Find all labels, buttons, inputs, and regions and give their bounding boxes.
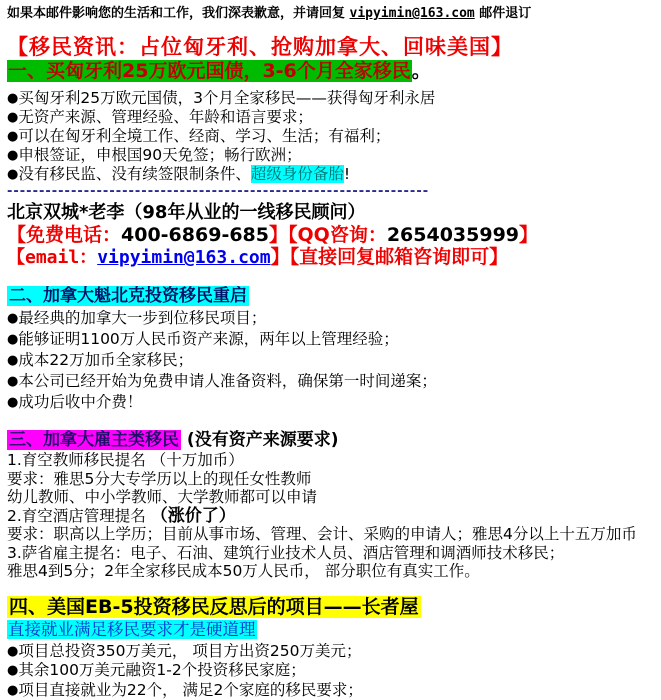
requirement-line: 幼儿教师、中小学教师、大学教师都可以申请 <box>7 488 659 507</box>
bullet-icon: ● <box>7 353 18 368</box>
list-item-text: 无资产来源、管理经验、年龄和语言要求； <box>18 108 313 126</box>
list-item-text: 能够证明1100万人民币资产来源，两年以上管理经验； <box>18 330 398 348</box>
consultant-name: 北京双城*老李（98年从业的一线移民顾问） <box>7 201 659 224</box>
list-item <box>7 127 659 146</box>
phone-number: 400-6869-685 <box>121 224 269 246</box>
reply-instruction: 【直接回复邮箱咨询即可】 <box>290 246 509 268</box>
bullet-icon: ● <box>7 167 18 182</box>
list-item <box>7 165 659 184</box>
email-label: 【email： <box>7 247 97 268</box>
list-item <box>7 371 659 392</box>
section-4-subheading <box>7 620 659 639</box>
list-item-text: 成功后收中介费！ <box>18 393 142 411</box>
list-item <box>7 661 659 681</box>
section-3-heading <box>7 430 659 451</box>
list-item <box>7 350 659 371</box>
section-1-heading-highlight: 一、买匈牙利25万欧元国债，3-6个月全家移民 <box>7 60 412 82</box>
section-1-bullet-list <box>7 89 659 184</box>
list-item-text: 申根签证，申根国90天免签；畅行欧洲； <box>18 146 301 164</box>
unsubscribe-disclaimer <box>7 6 659 22</box>
unsubscribe-email-link[interactable]: vipyimin@163.com <box>350 6 475 21</box>
email-bracket-close: 】 <box>271 246 290 268</box>
spare-identity-highlight: 超级身份备胎 <box>251 165 344 183</box>
list-item-text-post: ! <box>344 165 350 183</box>
list-item <box>7 642 659 662</box>
program-line <box>7 507 659 526</box>
section-4-subheading-highlight: 直接就业满足移民要求才是硬道理 <box>7 620 257 639</box>
bullet-icon: ● <box>7 129 18 144</box>
list-item-text: 成本22万加币全家移民； <box>18 351 193 369</box>
bullet-icon: ● <box>7 683 18 698</box>
section-1-heading <box>7 60 659 82</box>
section-2-bullet-list <box>7 308 659 413</box>
list-item-text: 项目总投资350万美元， 项目方出资250万美元； <box>18 642 361 660</box>
section-1-heading-period: 。 <box>412 60 431 82</box>
bullet-icon: ● <box>7 395 18 410</box>
section-4-heading-highlight: 四、美国EB-5投资移民反思后的项目——长者屋 <box>7 596 421 618</box>
bullet-icon: ● <box>7 110 18 125</box>
phone-qq-line <box>7 224 659 246</box>
bullet-icon: ● <box>7 332 18 347</box>
bullet-icon: ● <box>7 91 18 106</box>
section-2 <box>7 286 659 413</box>
section-2-heading-highlight: 二、加拿大魁北克投资移民重启 <box>7 286 249 306</box>
list-item <box>7 392 659 413</box>
list-item-text: 项目直接就业为22个， 满足2个家庭的移民要求； <box>18 681 363 699</box>
list-item-text: 最经典的加拿大一步到位移民项目； <box>18 309 266 327</box>
program-line: 1.育空教师移民提名 （十万加币） <box>7 451 659 470</box>
section-3-heading-note: (没有资产来源要求) <box>181 430 338 450</box>
disclaimer-text-pre: 如果本邮件影响您的生活和工作，我们深表歉意，并请回复 <box>7 6 350 21</box>
program-line-text: 2.育空酒店管理提名 <box>7 507 151 525</box>
list-item-text-pre: 没有移民监、没有续签限制条件、 <box>18 165 251 183</box>
contact-email-link[interactable]: vipyimin@163.com <box>97 247 270 268</box>
requirement-line: 要求：职高以上学历；目前从事市场、管理、会计、采购的申请人；雅思4分以上十五万加币 <box>7 525 659 544</box>
list-item <box>7 108 659 127</box>
qq-label: 【QQ咨询： <box>288 224 387 246</box>
phone-bracket-close: 】 <box>269 224 288 246</box>
section-2-heading <box>7 286 659 306</box>
bullet-icon: ● <box>7 374 18 389</box>
bullet-icon: ● <box>7 148 18 163</box>
qq-bracket-close: 】 <box>519 224 538 246</box>
email-line <box>7 246 659 269</box>
qq-number: 2654035999 <box>387 224 519 246</box>
section-4-bullet-list <box>7 642 659 700</box>
section-4 <box>7 596 659 700</box>
list-item-text: 本公司已经开始为免费申请人准备资料，确保第一时间递案； <box>18 372 437 390</box>
list-item <box>7 308 659 329</box>
program-line: 3.萨省雇主提名：电子、石油、建筑行业技术人员、酒店管理和调酒师技术移民； <box>7 544 659 563</box>
section-3 <box>7 430 659 581</box>
requirement-line: 要求：雅思5分大专学历以上的现任女性教师 <box>7 470 659 489</box>
list-item <box>7 329 659 350</box>
newsletter-title: 【移民资讯：占位匈牙利、抢购加拿大、回味美国】 <box>7 35 659 59</box>
disclaimer-text-post: 邮件退订 <box>475 6 532 21</box>
list-item <box>7 89 659 108</box>
phone-label: 【免费电话： <box>7 224 121 246</box>
list-item <box>7 681 659 700</box>
separator-line: ------------------------------------------------------------------ <box>7 187 659 197</box>
section-3-body <box>7 451 659 581</box>
list-item-text: 买匈牙利25万欧元国债，3个月全家移民——获得匈牙利永居 <box>18 89 435 107</box>
section-4-heading <box>7 596 659 619</box>
bullet-icon: ● <box>7 663 18 678</box>
list-item-text: 可以在匈牙利全境工作、经商、学习、生活；有福利； <box>18 127 390 145</box>
price-increase-note: （涨价了） <box>151 506 236 526</box>
list-item <box>7 146 659 165</box>
list-item-text: 其余100万美元融资1-2个投资移民家庭； <box>18 661 305 679</box>
requirement-line: 雅思4到5分；2年全家移民成本50万人民币， 部分职位有真实工作。 <box>7 562 659 581</box>
section-3-heading-highlight: 三、加拿大雇主类移民 <box>7 430 181 450</box>
bullet-icon: ● <box>7 644 18 659</box>
bullet-icon: ● <box>7 311 18 326</box>
